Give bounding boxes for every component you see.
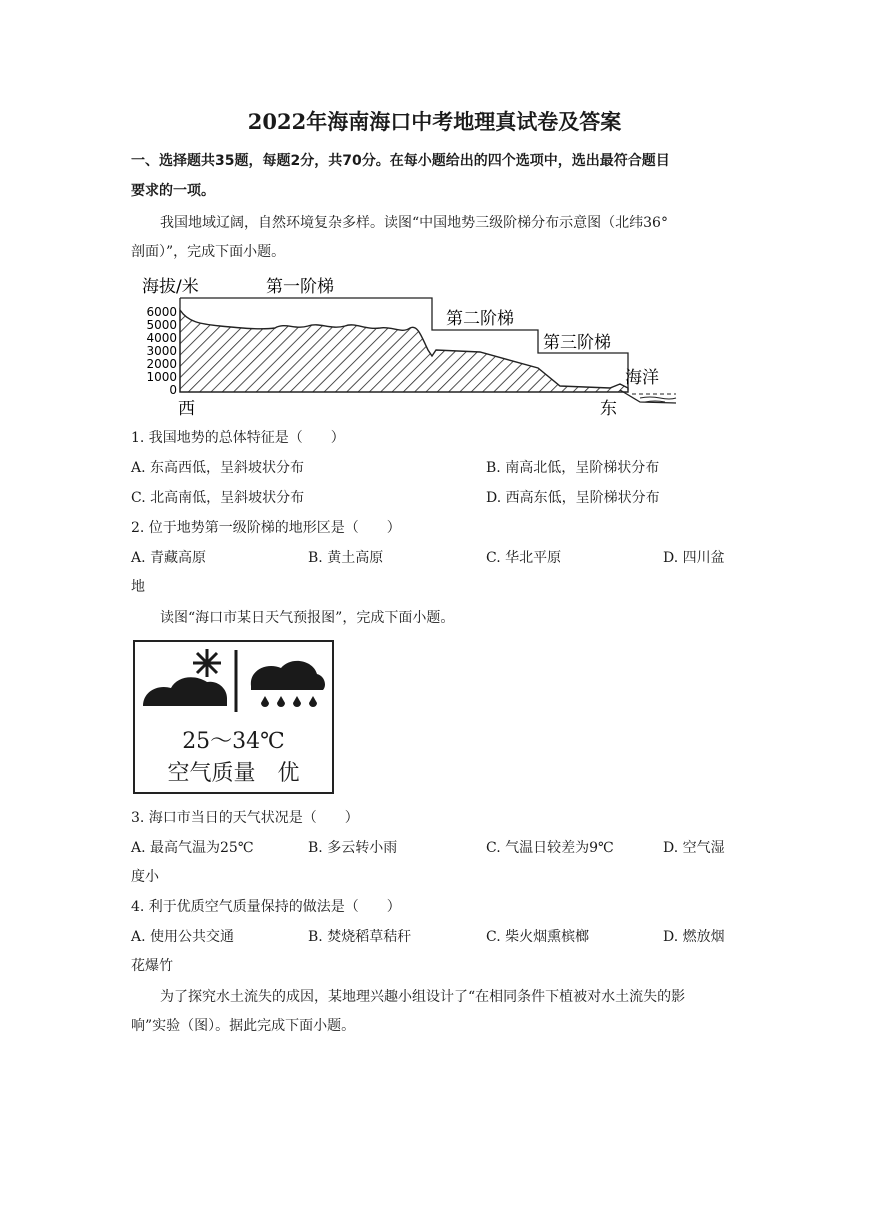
q2-option-d: D. 四川盆 <box>663 550 725 566</box>
y-axis-label: 海拔/米 <box>142 277 199 297</box>
west-label: 西 <box>178 399 195 418</box>
section-heading-line2: 要求的一项。 <box>131 183 215 199</box>
q2-stem: 2. 位于地势第一级阶梯的地形区是（ ） <box>131 520 401 536</box>
step3-label: 第三阶梯 <box>543 333 611 353</box>
y-tick: 0 <box>169 383 177 397</box>
terrain-profile-figure <box>140 270 685 418</box>
q4-option-d: D. 燃放烟 <box>663 929 725 945</box>
y-tick: 5000 <box>146 318 177 332</box>
q2-option-d-wrap: 地 <box>131 579 145 595</box>
q1-option-b: B. 南高北低，呈阶梯状分布 <box>486 460 660 476</box>
q3-option-a: A. 最高气温为25℃ <box>131 840 254 856</box>
weather-forecast-figure <box>133 640 334 794</box>
east-label: 东 <box>600 399 617 418</box>
q1-option-a: A. 东高西低，呈斜坡状分布 <box>131 460 305 476</box>
q3-option-d-wrap: 度小 <box>131 869 159 885</box>
cloudy-sun-icon <box>143 649 227 706</box>
section-heading-line1: 一、选择题共35题，每题2分，共70分。在每小题给出的四个选项中，选出最符合题目 <box>131 153 670 169</box>
intro3-line1: 为了探究水土流失的成因，某地理兴趣小组设计了“在相同条件下植被对水土流失的影 <box>160 989 686 1005</box>
q3-option-b: B. 多云转小雨 <box>308 840 398 856</box>
intro2: 读图“海口市某日天气预报图”，完成下面小题。 <box>160 610 455 626</box>
q4-option-d-wrap: 花爆竹 <box>131 958 173 974</box>
intro1-line1: 我国地域辽阔，自然环境复杂多样。读图“中国地势三级阶梯分布示意图（北纬36° <box>160 215 668 231</box>
q4-option-c: C. 柴火烟熏槟榔 <box>486 929 590 945</box>
q3-stem: 3. 海口市当日的天气状况是（ ） <box>131 810 359 826</box>
step1-label: 第一阶梯 <box>266 277 334 297</box>
q1-option-d: D. 西高东低，呈阶梯状分布 <box>486 490 660 506</box>
temperature-range: 25～34℃ <box>182 729 285 754</box>
q4-stem: 4. 利于优质空气质量保持的做法是（ ） <box>131 899 401 915</box>
page-title: 2022年海南海口中考地理真试卷及答案 <box>247 109 622 134</box>
light-rain-icon <box>251 661 325 707</box>
y-tick: 2000 <box>146 357 177 371</box>
q3-option-c: C. 气温日较差为9℃ <box>486 840 614 856</box>
q4-option-a: A. 使用公共交通 <box>131 929 235 945</box>
q3-option-d: D. 空气湿 <box>663 840 725 856</box>
y-tick: 6000 <box>146 305 177 319</box>
y-tick: 1000 <box>146 370 177 384</box>
q1-option-c: C. 北高南低，呈斜坡状分布 <box>131 490 305 506</box>
air-quality: 空气质量 优 <box>167 761 300 786</box>
q4-option-b: B. 焚烧稻草秸秆 <box>308 929 412 945</box>
ocean-label: 海洋 <box>625 368 659 388</box>
q2-option-b: B. 黄土高原 <box>308 550 384 566</box>
q2-option-c: C. 华北平原 <box>486 550 562 566</box>
intro1-line2: 剖面）”，完成下面小题。 <box>131 244 286 260</box>
y-tick: 4000 <box>146 331 177 345</box>
q2-option-a: A. 青藏高原 <box>131 550 207 566</box>
step2-label: 第二阶梯 <box>446 309 514 329</box>
q1-stem: 1. 我国地势的总体特征是（ ） <box>131 430 345 446</box>
y-tick: 3000 <box>146 344 177 358</box>
intro3-line2: 响”实验（图）。据此完成下面小题。 <box>131 1018 356 1034</box>
